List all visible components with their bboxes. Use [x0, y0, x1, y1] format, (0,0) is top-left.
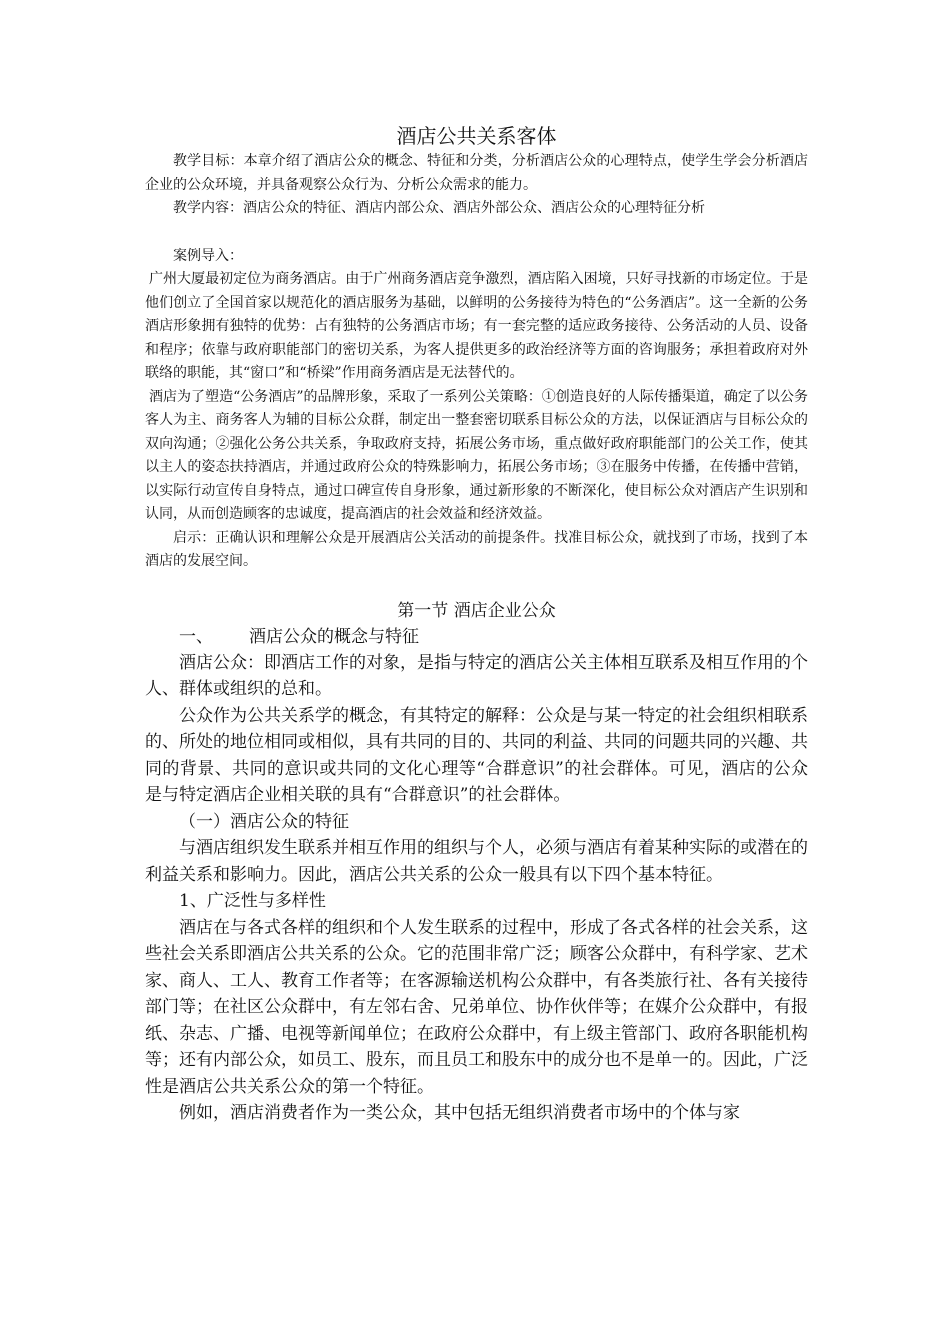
teaching-objectives: 教学目标：本章介绍了酒店公众的概念、特征和分类，分析酒店公众的心理特点，使学生学会分析酒店企业的公众环境，并具备观察公众行为、分析公众需求的能力。	[145, 153, 808, 193]
spacer	[145, 574, 808, 598]
subheading-features: （一）酒店公众的特征	[179, 811, 349, 832]
insight-paragraph: 启示：正确认识和理解公众是开展酒店公关活动的前提条件。找准目标公众，就找到了市场，找到了本酒店的发展空间。	[145, 529, 808, 569]
heading-1	[145, 624, 808, 650]
section-title: 第一节 酒店企业公众	[397, 600, 556, 621]
teaching-content: 教学内容：酒店公众的特征、酒店内部公众、酒店外部公众、酒店公众的心理特征分析	[173, 200, 705, 216]
item-1-paragraph: 酒店在与各式各样的组织和个人发生联系的过程中，形成了各式各样的社会关系，这些社会关系即酒店公共关系的公众。它的范围非常广泛；顾客公众群中，有科学家、艺术家、商人、工人、教育工作者等；在客源输送机构公众群中，有各类旅行社、各有关接待部门等；在社区公众群中，有左邻右舍、兄弟单位、协作伙伴等；在媒介公众群中，有报纸、杂志、广播、电视等新闻单位；在政府公众群中，有上级主管部门、政府各职能机构等；还有内部公众，如员工、股东，而且员工和股东中的成分也不是单一的。因此，广泛性是酒店公共关系公众的第一个特征。	[145, 917, 808, 1097]
body-block	[145, 650, 808, 1127]
definition-paragraph: 酒店公众：即酒店工作的对象，是指与特定的酒店公关主体相互联系及相互作用的个人、群体或组织的总和。	[145, 652, 808, 699]
document-page	[145, 122, 808, 1127]
case-intro-label: 案例导入：	[173, 247, 243, 264]
features-paragraph: 与酒店组织发生联系并相互作用的组织与个人，必须与酒店有着某种实际的或潜在的利益关系和影响力。因此，酒店公共关系的公众一般具有以下四个基本特征。	[145, 838, 808, 885]
concept-paragraph: 公众作为公共关系学的概念，有其特定的解释：公众是与某一特定的社会组织相联系的、所处的地位相同或相似，具有共同的目的、共同的利益、共同的问题共同的兴趣、共同的背景、共同的意识或共同的文化心理等“合群意识”的社会群体。可见，酒店的公众是与特定酒店企业相关联的具有“合群意识”的社会群体。	[145, 705, 808, 805]
case-paragraph-2: 酒店为了塑造“公务酒店”的品牌形象，采取了一系列公关策略：①创造良好的人际传播渠道，确定了以公务客人为主、商务客人为辅的目标公众群，制定出一整套密切联系目标公众的方法，以保证酒店与目标公众的双向沟通；②强化公务公共关系，争取政府支持，拓展公务市场，重点做好政府职能部门的公关工作，使其以主人的姿态扶持酒店，并通过政府公众的特殊影响力，拓展公务市场；③在服务中传播，在传播中营销，以实际行动宣传自身特点，通过口碑宣传自身形象，通过新形象的不断深化，使目标公众对酒店产生识别和认同，从而创造顾客的忠诚度，提高酒店的社会效益和经济效益。	[145, 388, 808, 522]
document-title: 酒店公共关系客体	[396, 124, 557, 148]
heading-1-text: 酒店公众的概念与特征	[249, 626, 419, 647]
spacer	[145, 221, 808, 245]
item-1-title: 1、广泛性与多样性	[179, 891, 326, 911]
case-paragraph-1: 广州大厦最初定位为商务酒店。由于广州商务酒店竞争激烈，酒店陷入困境，只好寻找新的市场定位。于是他们创立了全国首家以规范化的酒店服务为基础，以鲜明的公务接待为特色的“公务酒店”。这一全新的公务酒店形象拥有独特的优势：占有独特的公务酒店市场；有一套完整的适应政务接待、公务活动的人员、设备和程序；依靠与政府职能部门的密切关系，为客人提供更多的政治经济等方面的咨询服务；承担着政府对外联络的职能，其“窗口”和“桥梁”作用商务酒店是无法替代的。	[145, 271, 808, 381]
heading-1-number: 一、	[179, 626, 213, 647]
intro-block	[145, 150, 808, 574]
example-paragraph: 例如，酒店消费者作为一类公众，其中包括无组织消费者市场中的个体与家	[179, 1103, 740, 1123]
